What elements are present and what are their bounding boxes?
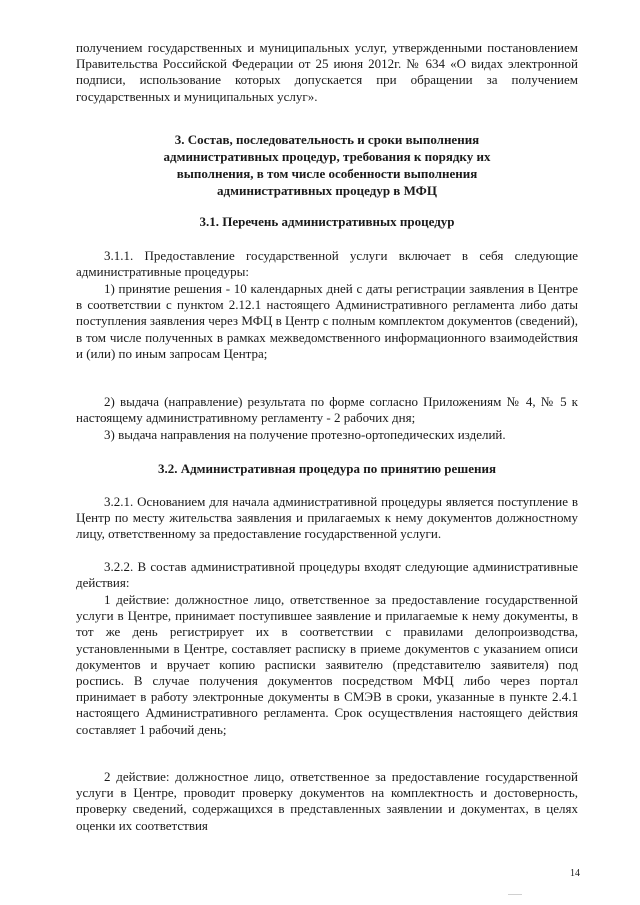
section-3-1-heading: 3.1. Перечень административных процедур (199, 214, 455, 229)
page-number: 14 (570, 868, 580, 879)
action-1-paragraph: 1 действие: должностное лицо, ответственное за предоставление государственной услуги в Центре, принимает поступившее заявление и прилагаемые к нему документы, в тот же день регистрирует их в соответствии с правилами делопроизводства, установленными в Центре, составляет расписку в приеме документов с указанием описи документов и вручает копию расписки заявителю (представителю заявителя) под роспись. В случае получения документов посредством МФЦ либо через портал принимает в работу электронные документы в СМЭВ в сроки, указанные в пункте 2.4.1 настоящего Административного регламента. Срок осуществления настоящего действия составляет 1 рабочий день; (76, 592, 578, 737)
section-3-heading: 3. Состав, последовательность и сроки выполнения административных процедур, требования к порядку их выполнения, в том числе особенности выполнения административных процедур в МФЦ (163, 132, 491, 198)
paragraph-3-1-1: 3.1.1. Предоставление государственной услуги включает в себя следующие административные процедуры: (76, 248, 578, 280)
action-2-paragraph: 2 действие: должностное лицо, ответственное за предоставление государственной услуги в Центре, проводит проверку документов на комплектность и достоверность, проверку сведений, содержащихся в представленных заявлении и документах, в целях оценки их соответствия (76, 769, 578, 833)
intro-paragraph: получением государственных и муниципальных услуг, утвержденными постановлением Правительства Российской Федерации от 25 июня 2012г. № 634 «О видах электронной подписи, использование которых допускается при обращении за получением государственных и муниципальных услуг». (76, 40, 578, 104)
procedure-item-3: 3) выдача направления на получение протезно-ортопедических изделий. (104, 427, 506, 442)
scan-mark (508, 894, 522, 895)
paragraph-3-2-2: 3.2.2. В состав административной процедуры входят следующие административные действия: (76, 559, 578, 591)
procedure-item-2: 2) выдача (направление) результата по форме согласно Приложениям № 4, № 5 к настоящему административному регламенту - 2 рабочих дня; (76, 394, 578, 426)
paragraph-3-2-1: 3.2.1. Основанием для начала административной процедуры является поступление в Центр по месту жительства заявления и прилагаемых к нему документов должностному лицу, ответственному за предоставление государственной услуги. (76, 494, 578, 542)
procedure-item-1: 1) принятие решения - 10 календарных дней с даты регистрации заявления в Центре в соответствии с пунктом 2.12.1 настоящего Административного регламента либо даты поступления заявления через МФЦ в Центр с полным комплектом документов (сведений), в том числе полученных в рамках межведомственного информационного взаимодействия и (или) по иным запросам Центра; (76, 281, 578, 361)
section-3-2-heading: 3.2. Административная процедура по принятию решения (157, 461, 497, 476)
